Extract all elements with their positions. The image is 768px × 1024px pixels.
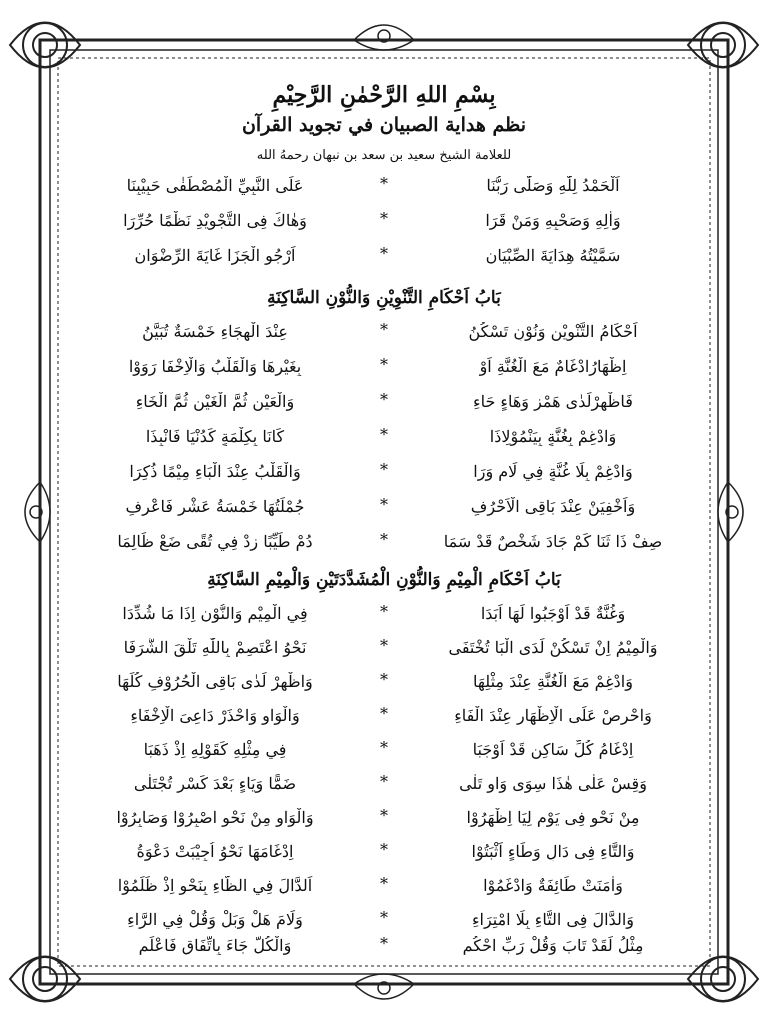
edge-ornament-right-icon bbox=[718, 482, 743, 542]
verse-first-hemistich: مِنْ نَحْوِ فِى يَوْمٍ لِيَا اِظْهَرُوْا bbox=[466, 808, 640, 827]
verse-second-hemistich: وَهٰاكَ فِى التَّجْوِيْدِ نَظْمًا حُرِّرَا bbox=[123, 211, 307, 230]
verse-line bbox=[70, 672, 698, 702]
verse-line bbox=[70, 392, 698, 422]
verse-separator-star: * bbox=[380, 908, 388, 927]
verse-separator-star: * bbox=[380, 772, 388, 791]
verse-first-hemistich: صِفْ ذَا ثَنَا كَمْ جَادَ شَخْصٌ قَدْ سَمَا bbox=[443, 532, 663, 551]
verse-line bbox=[70, 322, 698, 352]
corner-ornament-bottom-left-icon bbox=[10, 957, 80, 1002]
verse-second-hemistich: وَالْكُلُّ جَاءَ بِاتِّفَاقٍ فَاعْلَمِ bbox=[138, 936, 292, 955]
verse-second-hemistich: وَالْعَيْنِ ثُمَّ الْغَيْنِ ثُمَّ الْخَاءِ bbox=[135, 392, 295, 411]
verse-second-hemistich: اِدْغَامَهَا نَحْوُ اُجِيْبَتْ دَعْوَةُ bbox=[136, 842, 294, 861]
section-heading-meem-noon: بَابُ اَحْكَامِ الْمِيْمِ وَالنُّوْنِ الْمُشَدَّدَتَيْنِ وَالْمِيْمِ السَّاكِنَةِ bbox=[207, 570, 561, 590]
corner-ornament-top-left-icon bbox=[10, 23, 80, 68]
verse-separator-star: * bbox=[380, 934, 388, 953]
verse-second-hemistich: فِي مِثْلِهِ كَقَوْلِهِ اِذْ ذَهَبَا bbox=[143, 740, 287, 759]
verse-first-hemistich: وَاٰمَنَتْ طَائِفَةٌ وَادْغَمُوْا bbox=[483, 876, 623, 895]
corner-ornament-bottom-right-icon bbox=[688, 957, 758, 1002]
verse-line bbox=[70, 246, 698, 276]
verse-line bbox=[70, 876, 698, 906]
verse-separator-star: * bbox=[380, 704, 388, 723]
verse-first-hemistich: وَادْغِمْ بِغُنَّةٍ بِيَنْمُوْلِاذَا bbox=[489, 427, 617, 446]
verse-first-hemistich: فَاظْهِرْلَدٰى هَمْزٍ وَهَاءٍ حَاءِ bbox=[473, 392, 633, 411]
verse-line bbox=[70, 706, 698, 736]
verse-separator-star: * bbox=[380, 174, 388, 193]
verse-second-hemistich: وَاظْهِرْ لَدٰى بَاقِى الْحُرُوْفِ كُلِّهَا bbox=[117, 672, 313, 691]
verse-first-hemistich: وَادْغِمْ مَعَ الْغُنَّةِ عِنْدَ مِثْلِهَا bbox=[473, 672, 633, 691]
verse-separator-star: * bbox=[380, 636, 388, 655]
verse-separator-star: * bbox=[380, 874, 388, 893]
verse-first-hemistich: وَاٰلِهِ وَصَحْبِهِ وَمَنْ قَرَا bbox=[485, 211, 621, 230]
verse-line bbox=[70, 532, 698, 562]
verse-first-hemistich: اَحْكَامُ التَّنْوِيْنِ وَنُوْنٍ تَسْكُنُ bbox=[468, 322, 638, 341]
poem-page bbox=[70, 70, 698, 954]
verse-line bbox=[70, 427, 698, 457]
edge-ornament-top-icon bbox=[354, 25, 414, 50]
verse-line bbox=[70, 357, 698, 387]
basmala-heading: بِسْمِ اللهِ الرَّحْمٰنِ الرَّحِيْمِ bbox=[272, 82, 496, 108]
poem-title: نظم هداية الصبيان في تجويد القرآن bbox=[241, 114, 527, 136]
verse-second-hemistich: وَالْوَاوِ وَاحْذَرْ دَاعِىَ الْاِخْفَاءِ bbox=[130, 706, 300, 725]
corner-ornament-top-right-icon bbox=[688, 23, 758, 68]
verse-separator-star: * bbox=[380, 355, 388, 374]
verse-second-hemistich: اَرْجُو الْجَزَا غَايَةَ الرِّضْوَانِ bbox=[134, 246, 296, 265]
verse-second-hemistich: وَالْقَلْبُ عِنْدَ الْبَاءِ مِيْمًا ذُكِرَا bbox=[129, 462, 301, 481]
verse-separator-star: * bbox=[380, 806, 388, 825]
verse-first-hemistich: وَالْمِيْمُ اِنْ تَسْكُنْ لَدَى الْبَا تُخْتَفَى bbox=[448, 638, 658, 657]
verse-second-hemistich: اَلدَّالَ فِي الظَّاءِ بِنَحْوِ اِذْ ظَلَمُوْا bbox=[117, 876, 313, 895]
verse-separator-star: * bbox=[380, 209, 388, 228]
section-heading-tanween: بَابُ اَحْكَامِ التَّنْوِيْنِ وَالنُّوْنِ السَّاكِنَةِ bbox=[267, 288, 501, 308]
edge-ornament-left-icon bbox=[25, 482, 50, 542]
verse-line bbox=[70, 774, 698, 804]
verse-first-hemistich: اِدْغَامُ كُلِّ سَاكِنٍ قَدْ اَوْجَبَا bbox=[472, 740, 634, 759]
verse-line bbox=[70, 842, 698, 872]
verse-first-hemistich: وَالدَّالَ فِى التَّاءِ بِلَا امْتِرَاءِ bbox=[471, 910, 635, 929]
verse-second-hemistich: فِي الْمِيْمِ وَالنُّوْنِ اِذَا مَا شُدِّدَا bbox=[122, 604, 308, 623]
verse-separator-star: * bbox=[380, 244, 388, 263]
verse-first-hemistich: وَاَخْفِيَنْ عِنْدَ بَاقِى الْاَحْرُفِ bbox=[470, 497, 636, 516]
verse-separator-star: * bbox=[380, 320, 388, 339]
verse-line bbox=[70, 936, 698, 954]
verse-first-hemistich: اَلْحَمْدُ لِلّٰهِ وَصَلّٰى رَبُّنَا bbox=[486, 176, 620, 195]
verse-second-hemistich: بِغَيْرِهَا وَالْقَلْبُ وَالْاِخْفَا رَوَوْا bbox=[128, 357, 302, 376]
verse-first-hemistich: مِثْلُ لَقَدْ تَابَ وَقُلْ رَبِّ احْكُمِ bbox=[462, 936, 644, 955]
verse-first-hemistich: وَالتَّاءِ فِى دَالٍ وَطَاءٍ اَثْبَتُوْا bbox=[471, 842, 635, 861]
verse-first-hemistich: وَاحْرِصْ عَلَى الْاِظْهَارِ عِنْدَ الْفَاءِ bbox=[454, 706, 652, 725]
verse-line bbox=[70, 497, 698, 527]
verse-second-hemistich: كَانَا بِكِلْمَةٍ كَدُنْيَا فَانْبِذَا bbox=[145, 427, 285, 446]
verse-separator-star: * bbox=[380, 602, 388, 621]
verse-first-hemistich: وَادْغِمْ بِلَا غُنَّةٍ فِي لَامٍ وَرَا bbox=[473, 462, 633, 481]
verse-first-hemistich: وَقِسْ عَلٰى هٰذَا سِوَى وَاوٍ تَلٰى bbox=[459, 774, 647, 793]
verse-separator-star: * bbox=[380, 738, 388, 757]
edge-ornament-bottom-icon bbox=[354, 974, 414, 999]
verse-second-hemistich: وَالْوَاوِ مِنْ نَحْوِ اصْبِرُوْا وَصَابِرُوْا bbox=[116, 808, 314, 827]
verse-first-hemistich: سَمَّيْتُهُ هِدَايَةَ الصِّبْيَانِ bbox=[485, 246, 621, 265]
verse-line bbox=[70, 176, 698, 206]
verse-first-hemistich: اِظْهَارُادْغَامٌ مَعَ الْغُنَّةِ اَوْ bbox=[479, 357, 627, 376]
verse-second-hemistich: عَلَى النَّبِيِّ الْمُصْطَفٰى حَبِيْبِنَا bbox=[126, 176, 304, 195]
verse-line bbox=[70, 211, 698, 241]
verse-line bbox=[70, 604, 698, 634]
author-line: للعلامة الشيخ سعيد بن سعد بن نبهان رحمهُ الله bbox=[256, 148, 512, 163]
verse-second-hemistich: دُمْ طَيِّبًا زِدْ فِي تُقًى ضَعْ ظَالِمَا bbox=[117, 532, 313, 551]
verse-second-hemistich: ضَمًّا وَيَاءٍ بَعْدَ كَسْرٍ تُجْتَلٰى bbox=[133, 774, 297, 793]
verse-separator-star: * bbox=[380, 840, 388, 859]
verse-separator-star: * bbox=[380, 460, 388, 479]
verse-line bbox=[70, 638, 698, 668]
verse-line bbox=[70, 740, 698, 770]
verse-second-hemistich: نَحْوُ اعْتَصِمْ بِاللّٰهِ تَلْقَ الشَّرَفَا bbox=[123, 638, 307, 657]
verse-second-hemistich: جُمْلَتُهَا خَمْسَةُ عَشْرٍ فَاعْرِفِ bbox=[125, 497, 305, 516]
verse-line bbox=[70, 462, 698, 492]
verse-second-hemistich: عِنْدَ الْهِجَاءِ خَمْسَةٌ تُبَيَّنُ bbox=[142, 322, 288, 341]
verse-separator-star: * bbox=[380, 530, 388, 549]
verse-separator-star: * bbox=[380, 390, 388, 409]
verse-first-hemistich: وَغُنَّةٌ قَدْ اَوْجَبُوا لَهَا اَبَدَا bbox=[480, 604, 626, 623]
verse-line bbox=[70, 808, 698, 838]
verse-second-hemistich: وَلَامَ هَلْ وَبَلْ وَقُلْ فِي الرَّاءِ bbox=[127, 910, 303, 929]
verse-separator-star: * bbox=[380, 425, 388, 444]
verse-separator-star: * bbox=[380, 495, 388, 514]
verse-separator-star: * bbox=[380, 670, 388, 689]
